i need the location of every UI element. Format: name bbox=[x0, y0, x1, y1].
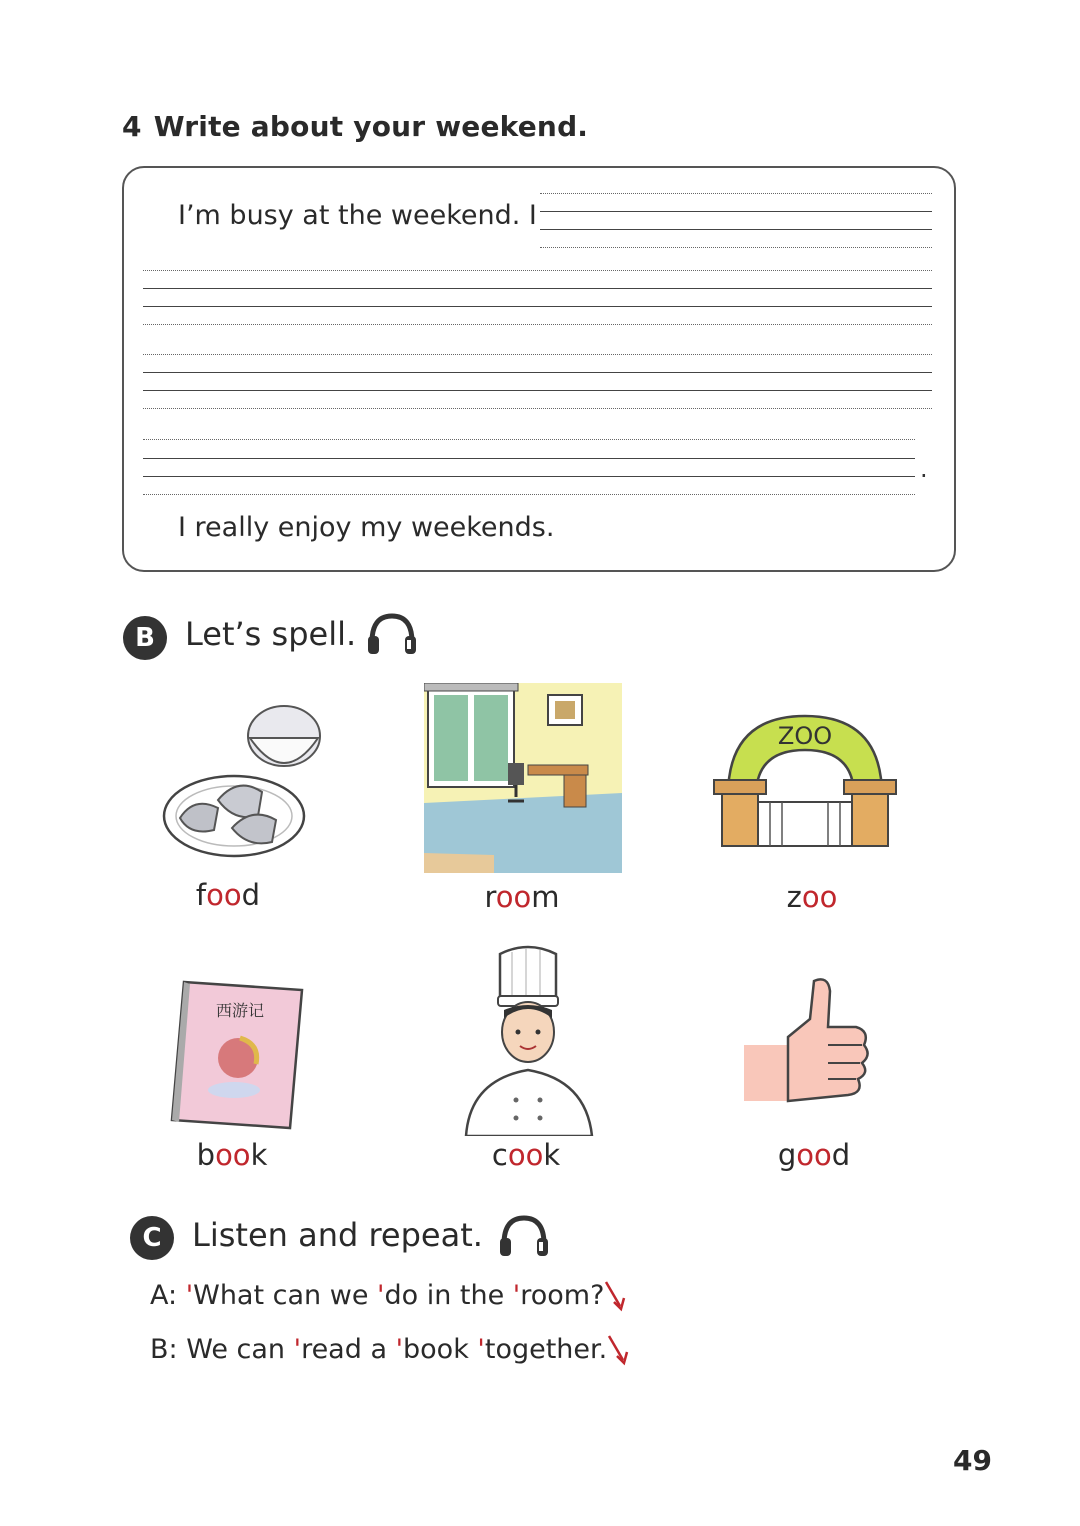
stress-mark: ' bbox=[185, 1280, 194, 1311]
speaker-a: A: bbox=[150, 1280, 178, 1311]
dialog-line-a: A: 'What can we 'do in the 'room? bbox=[150, 1278, 628, 1312]
stress-mark: ' bbox=[395, 1334, 404, 1365]
zoo-sign: ZOO bbox=[777, 722, 833, 750]
word-cook: cook bbox=[491, 1138, 561, 1172]
word-book: book bbox=[196, 1138, 268, 1172]
falling-intonation-arrow-icon bbox=[607, 1332, 631, 1366]
word-room: room bbox=[484, 880, 560, 914]
word-zoo: zoo bbox=[786, 880, 838, 914]
headphones-icon[interactable] bbox=[366, 612, 418, 656]
section-b-title: Let’s spell. bbox=[185, 615, 357, 653]
zoo-picture bbox=[708, 710, 902, 854]
book-picture bbox=[170, 978, 306, 1130]
stress-mark: ' bbox=[377, 1280, 385, 1311]
writing-period: . bbox=[920, 455, 928, 483]
falling-intonation-arrow-icon bbox=[604, 1278, 628, 1312]
word-good: good bbox=[777, 1138, 851, 1172]
activity-heading bbox=[122, 110, 588, 143]
section-b-badge: B bbox=[123, 616, 167, 660]
good-thumbs-up-picture bbox=[744, 975, 872, 1107]
writing-prompt-end: I really enjoy my weekends. bbox=[178, 512, 555, 543]
food-picture bbox=[160, 700, 330, 865]
cook-picture bbox=[456, 940, 602, 1136]
activity-title: Write about your weekend. bbox=[153, 110, 589, 143]
stress-mark: ' bbox=[293, 1334, 302, 1365]
word-food: food bbox=[195, 878, 261, 912]
section-c-badge: C bbox=[130, 1216, 174, 1260]
activity-number: 4 bbox=[122, 110, 142, 143]
room-picture bbox=[424, 683, 622, 873]
headphones-icon[interactable] bbox=[498, 1214, 550, 1258]
dialog-line-b: B: We can 'read a 'book 'together. bbox=[150, 1332, 631, 1366]
book-cover-title: 西游记 bbox=[215, 1001, 265, 1020]
section-c-title: Listen and repeat. bbox=[192, 1216, 483, 1254]
speaker-b: B: bbox=[150, 1334, 178, 1365]
page-number: 49 bbox=[953, 1444, 992, 1477]
stress-mark: ' bbox=[512, 1280, 521, 1311]
stress-mark: ' bbox=[477, 1334, 485, 1365]
writing-prompt-start: I’m busy at the weekend. I bbox=[178, 200, 537, 231]
